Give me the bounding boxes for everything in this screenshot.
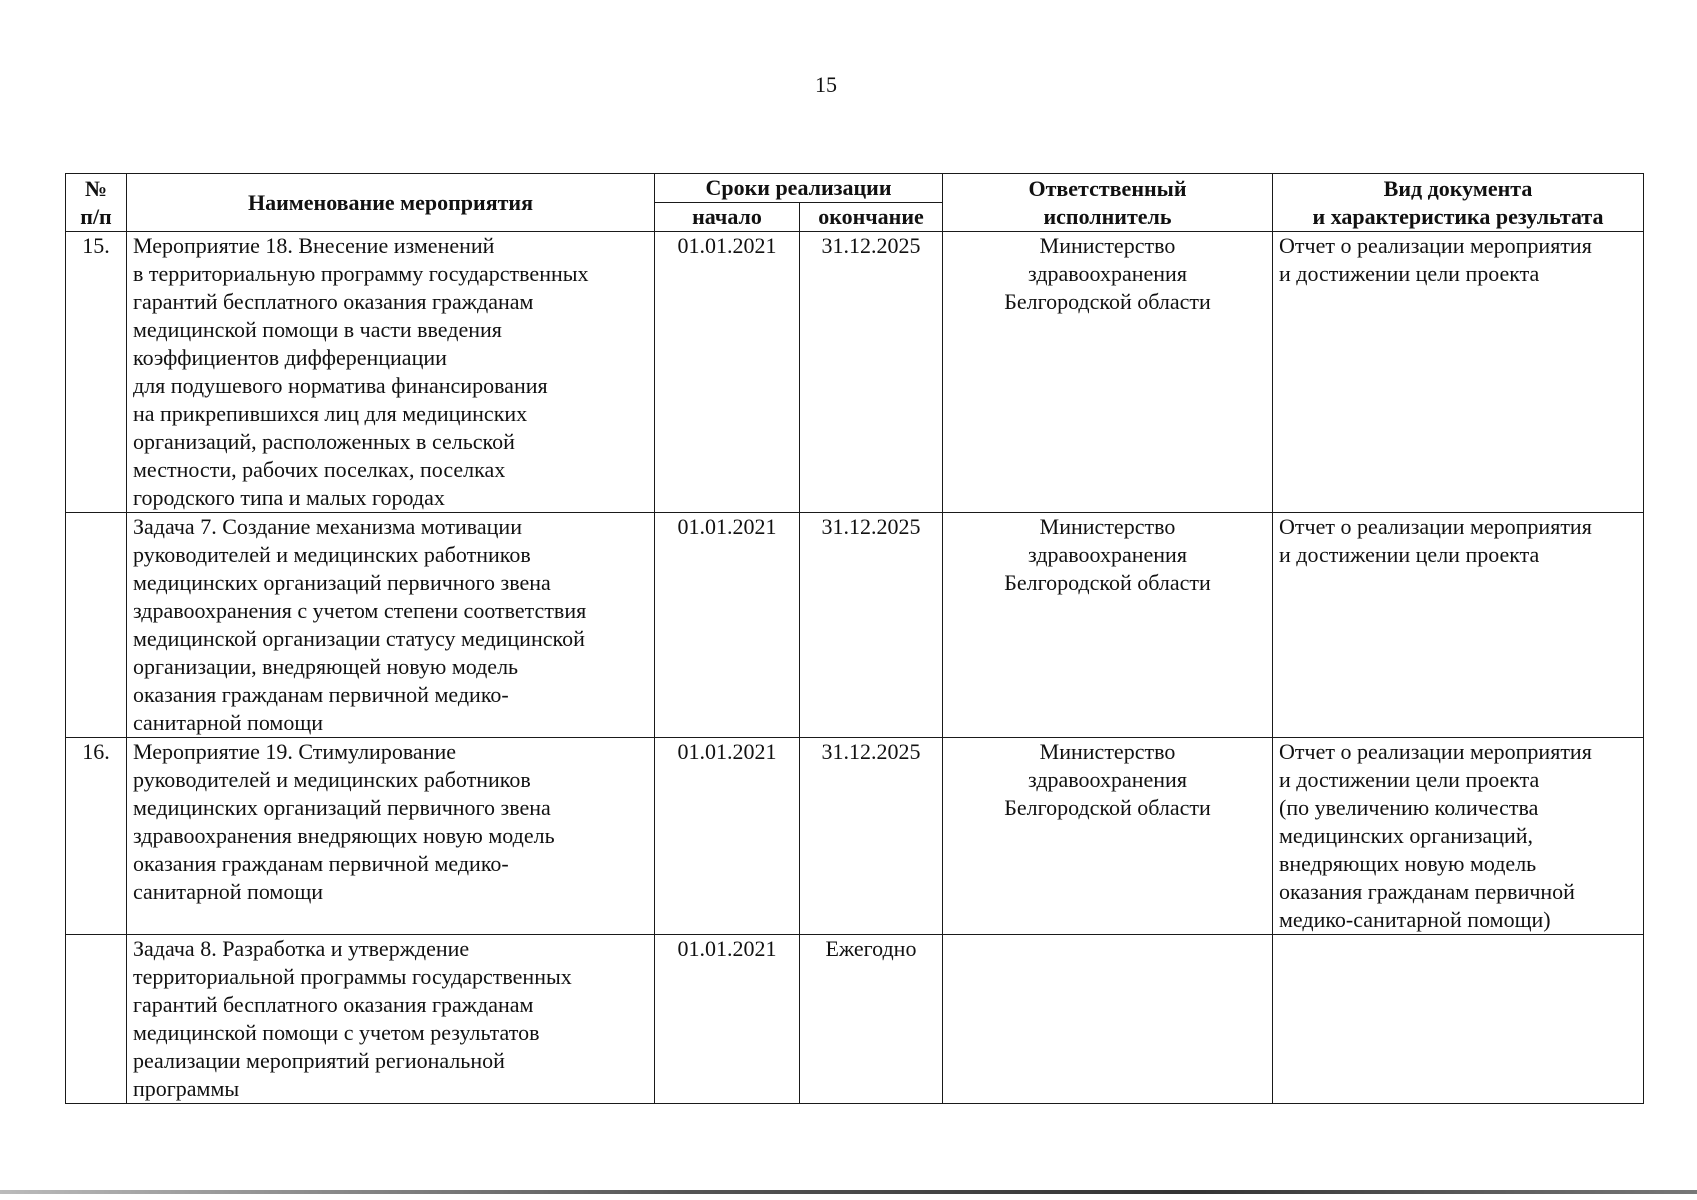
- executor: [943, 935, 1273, 1104]
- event-name: Задача 7. Создание механизма мотивации руководителей и медицинских работников медицинских организаций первичного звена здравоохранения с учетом степени соответствия медицинской организации статусу медицинской организации, внедряющей новую модель оказания гражданам первичной медико- санитарной помощи: [127, 513, 655, 738]
- header-result: Вид документа и характеристика результата: [1273, 174, 1644, 232]
- event-name: Мероприятие 18. Внесение изменений в территориальную программу государственных гарантий бесплатного оказания гражданам медицинской помощи в части введения коэффициентов дифференциации для подушевого норматива финансирования на прикрепившихся лиц для медицинских организаций, расположенных в сельской местности, рабочих поселках, поселках городского типа и малых городах: [127, 232, 655, 513]
- page-number: 15: [815, 72, 837, 97]
- start-date: 01.01.2021: [655, 232, 800, 513]
- end-date: 31.12.2025: [800, 232, 943, 513]
- header-implementation-dates: Сроки реализации: [655, 174, 943, 203]
- row-number: 15.: [66, 232, 127, 513]
- start-date: 01.01.2021: [655, 738, 800, 935]
- table-row: [66, 738, 1644, 935]
- end-date: 31.12.2025: [800, 513, 943, 738]
- result-description: [1273, 935, 1644, 1104]
- start-date: 01.01.2021: [655, 935, 800, 1104]
- events-table: [65, 173, 1644, 1104]
- result-description: Отчет о реализации мероприятия и достижении цели проекта: [1273, 513, 1644, 738]
- executor: Министерство здравоохранения Белгородской области: [943, 513, 1273, 738]
- result-description: Отчет о реализации мероприятия и достижении цели проекта: [1273, 232, 1644, 513]
- header-start: начало: [655, 203, 800, 232]
- executor: Министерство здравоохранения Белгородской области: [943, 738, 1273, 935]
- table-row: [66, 935, 1644, 1104]
- header-event-name: Наименование мероприятия: [127, 174, 655, 232]
- result-description: Отчет о реализации мероприятия и достижении цели проекта (по увеличению количества медицинских организаций, внедряющих новую модель оказания гражданам первичной медико-санитарной помощи): [1273, 738, 1644, 935]
- event-name: Мероприятие 19. Стимулирование руководителей и медицинских работников медицинских организаций первичного звена здравоохранения внедряющих новую модель оказания гражданам первичной медико- санитарной помощи: [127, 738, 655, 935]
- header-end: окончание: [800, 203, 943, 232]
- header-number: № п/п: [66, 174, 127, 232]
- header-executor: Ответственный исполнитель: [943, 174, 1273, 232]
- event-name: Задача 8. Разработка и утверждение территориальной программы государственных гарантий бесплатного оказания гражданам медицинской помощи с учетом результатов реализации мероприятий региональной программы: [127, 935, 655, 1104]
- end-date: Ежегодно: [800, 935, 943, 1104]
- scan-bottom-edge: [0, 1190, 1697, 1194]
- row-number: 16.: [66, 738, 127, 935]
- executor: Министерство здравоохранения Белгородской области: [943, 232, 1273, 513]
- row-number: [66, 935, 127, 1104]
- table-row: [66, 513, 1644, 738]
- row-number: [66, 513, 127, 738]
- end-date: 31.12.2025: [800, 738, 943, 935]
- start-date: 01.01.2021: [655, 513, 800, 738]
- table-row: [66, 232, 1644, 513]
